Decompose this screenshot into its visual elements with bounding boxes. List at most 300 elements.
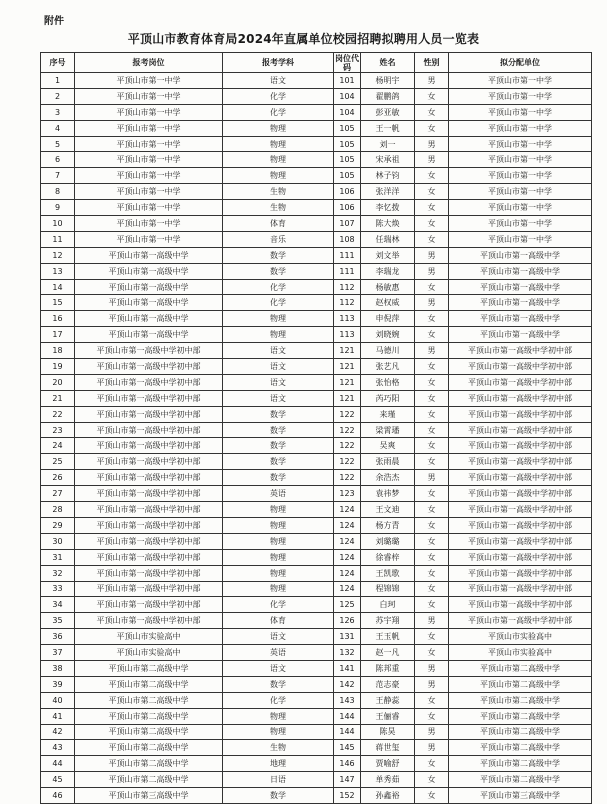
position-cell: 平顶山市第一高级中学初中部: [75, 343, 223, 359]
subject-cell: 地理: [223, 756, 334, 772]
post-code-cell: 143: [334, 692, 361, 708]
name-cell: 赵权威: [361, 295, 415, 311]
row-number-cell: 37: [41, 645, 75, 661]
name-cell: 刘晓婉: [361, 327, 415, 343]
post-code-cell: 124: [334, 517, 361, 533]
table-row: [41, 502, 592, 518]
position-cell: 平顶山市第一高级中学: [75, 247, 223, 263]
position-cell: 平顶山市第一高级中学初中部: [75, 597, 223, 613]
subject-cell: 数学: [223, 406, 334, 422]
row-number-cell: 3: [41, 104, 75, 120]
gender-cell: 男: [415, 660, 449, 676]
assigned-unit-cell: 平顶山市第二高级中学: [449, 740, 592, 756]
name-cell: 李瑞龙: [361, 263, 415, 279]
gender-cell: 男: [415, 613, 449, 629]
assigned-unit-cell: 平顶山市第一中学: [449, 73, 592, 89]
subject-cell: 物理: [223, 549, 334, 565]
subject-cell: 英语: [223, 645, 334, 661]
assigned-unit-cell: 平顶山市第一高级中学: [449, 247, 592, 263]
position-cell: 平顶山市第二高级中学: [75, 676, 223, 692]
subject-cell: 生物: [223, 200, 334, 216]
subject-cell: 化学: [223, 597, 334, 613]
row-number-cell: 5: [41, 136, 75, 152]
post-code-cell: 105: [334, 120, 361, 136]
gender-cell: 女: [415, 104, 449, 120]
assigned-unit-cell: 平顶山市第一高级中学初中部: [449, 533, 592, 549]
post-code-cell: 104: [334, 104, 361, 120]
assigned-unit-cell: 平顶山市第一高级中学初中部: [449, 470, 592, 486]
table-row: [41, 517, 592, 533]
position-cell: 平顶山市第一高级中学初中部: [75, 438, 223, 454]
assigned-unit-cell: 平顶山市第一中学: [449, 216, 592, 232]
position-cell: 平顶山市第一高级中学: [75, 327, 223, 343]
post-code-cell: 112: [334, 295, 361, 311]
assigned-unit-cell: 平顶山市第一高级中学: [449, 279, 592, 295]
post-code-cell: 111: [334, 247, 361, 263]
post-code-cell: 101: [334, 73, 361, 89]
row-number-cell: 13: [41, 263, 75, 279]
gender-cell: 女: [415, 374, 449, 390]
table-row: [41, 708, 592, 724]
row-number-cell: 12: [41, 247, 75, 263]
gender-cell: 女: [415, 772, 449, 788]
row-number-cell: 44: [41, 756, 75, 772]
name-cell: 王凯歌: [361, 565, 415, 581]
table-row: [41, 152, 592, 168]
post-code-cell: 147: [334, 772, 361, 788]
post-code-cell: 144: [334, 708, 361, 724]
row-number-cell: 28: [41, 502, 75, 518]
name-cell: 贾喻舒: [361, 756, 415, 772]
table-row: [41, 343, 592, 359]
table-row: [41, 390, 592, 406]
table-row: [41, 470, 592, 486]
position-cell: 平顶山市第一中学: [75, 88, 223, 104]
name-cell: 马德川: [361, 343, 415, 359]
table-row: [41, 88, 592, 104]
post-code-cell: 124: [334, 565, 361, 581]
position-cell: 平顶山市第一高级中学初中部: [75, 581, 223, 597]
document-title: 平顶山市教育体育局2024年直属单位校园招聘拟聘用人员一览表: [127, 32, 480, 46]
row-number-cell: 41: [41, 708, 75, 724]
name-cell: 蒋世玺: [361, 740, 415, 756]
name-cell: 袁祎梦: [361, 486, 415, 502]
post-code-cell: 126: [334, 613, 361, 629]
post-code-cell: 121: [334, 343, 361, 359]
assigned-unit-cell: 平顶山市第二高级中学: [449, 708, 592, 724]
name-cell: 王静蕊: [361, 692, 415, 708]
position-cell: 平顶山市第一中学: [75, 216, 223, 232]
post-code-cell: 104: [334, 88, 361, 104]
subject-cell: 物理: [223, 120, 334, 136]
subject-cell: 数学: [223, 788, 334, 804]
name-cell: 徐睿梓: [361, 549, 415, 565]
assigned-unit-cell: 平顶山市第一高级中学初中部: [449, 422, 592, 438]
row-number-cell: 43: [41, 740, 75, 756]
gender-cell: 女: [415, 279, 449, 295]
subject-cell: 生物: [223, 184, 334, 200]
column-header: 报考岗位: [75, 53, 223, 73]
post-code-cell: 121: [334, 359, 361, 375]
row-number-cell: 7: [41, 168, 75, 184]
table-row: [41, 216, 592, 232]
subject-cell: 语文: [223, 343, 334, 359]
row-number-cell: 42: [41, 724, 75, 740]
position-cell: 平顶山市第一高级中学初中部: [75, 374, 223, 390]
name-cell: 李忆拨: [361, 200, 415, 216]
assigned-unit-cell: 平顶山市第一高级中学初中部: [449, 390, 592, 406]
assigned-unit-cell: 平顶山市第一高级中学初中部: [449, 565, 592, 581]
position-cell: 平顶山市第一中学: [75, 73, 223, 89]
subject-cell: 语文: [223, 73, 334, 89]
table-row: [41, 406, 592, 422]
post-code-cell: 125: [334, 597, 361, 613]
assigned-unit-cell: 平顶山市第一高级中学初中部: [449, 374, 592, 390]
position-cell: 平顶山市第一高级中学初中部: [75, 517, 223, 533]
table-row: [41, 660, 592, 676]
row-number-cell: 6: [41, 152, 75, 168]
gender-cell: 女: [415, 565, 449, 581]
row-number-cell: 23: [41, 422, 75, 438]
position-cell: 平顶山市第一高级中学初中部: [75, 533, 223, 549]
gender-cell: 男: [415, 740, 449, 756]
subject-cell: 数学: [223, 247, 334, 263]
position-cell: 平顶山市第二高级中学: [75, 724, 223, 740]
position-cell: 平顶山市第一中学: [75, 136, 223, 152]
assigned-unit-cell: 平顶山市第一中学: [449, 104, 592, 120]
subject-cell: 数学: [223, 438, 334, 454]
post-code-cell: 124: [334, 502, 361, 518]
table-row: [41, 740, 592, 756]
gender-cell: 女: [415, 597, 449, 613]
row-number-cell: 35: [41, 613, 75, 629]
subject-cell: 物理: [223, 152, 334, 168]
position-cell: 平顶山市第一中学: [75, 104, 223, 120]
row-number-cell: 45: [41, 772, 75, 788]
assigned-unit-cell: 平顶山市第二高级中学: [449, 724, 592, 740]
post-code-cell: 106: [334, 184, 361, 200]
gender-cell: 男: [415, 676, 449, 692]
gender-cell: 女: [415, 533, 449, 549]
post-code-cell: 108: [334, 231, 361, 247]
assigned-unit-cell: 平顶山市第一中学: [449, 136, 592, 152]
subject-cell: 化学: [223, 279, 334, 295]
position-cell: 平顶山市第一高级中学初中部: [75, 359, 223, 375]
name-cell: 彭亚敏: [361, 104, 415, 120]
name-cell: 刘文举: [361, 247, 415, 263]
row-number-cell: 2: [41, 88, 75, 104]
gender-cell: 女: [415, 406, 449, 422]
assigned-unit-cell: 平顶山市第一高级中学: [449, 327, 592, 343]
name-cell: 白珂: [361, 597, 415, 613]
assigned-unit-cell: 平顶山市第一高级中学初中部: [449, 454, 592, 470]
post-code-cell: 106: [334, 200, 361, 216]
name-cell: 刘一: [361, 136, 415, 152]
table-row: [41, 231, 592, 247]
name-cell: 来瑾: [361, 406, 415, 422]
name-cell: 杨敏惠: [361, 279, 415, 295]
table-row: [41, 486, 592, 502]
table-row: [41, 772, 592, 788]
row-number-cell: 40: [41, 692, 75, 708]
row-number-cell: 32: [41, 565, 75, 581]
post-code-cell: 122: [334, 454, 361, 470]
position-cell: 平顶山市第一高级中学: [75, 279, 223, 295]
table-row: [41, 533, 592, 549]
table-row: [41, 597, 592, 613]
table-row: [41, 438, 592, 454]
post-code-cell: 132: [334, 645, 361, 661]
assigned-unit-cell: 平顶山市第一高级中学初中部: [449, 359, 592, 375]
column-header: 岗位代码: [335, 53, 359, 72]
post-code-cell: 113: [334, 311, 361, 327]
assigned-unit-cell: 平顶山市第一高级中学初中部: [449, 438, 592, 454]
row-number-cell: 1: [41, 73, 75, 89]
position-cell: 平顶山市第一高级中学初中部: [75, 422, 223, 438]
name-cell: 王文迪: [361, 502, 415, 518]
row-number-cell: 20: [41, 374, 75, 390]
assigned-unit-cell: 平顶山市第一中学: [449, 200, 592, 216]
gender-cell: 女: [415, 486, 449, 502]
gender-cell: 男: [415, 724, 449, 740]
assigned-unit-cell: 平顶山市第二高级中学: [449, 676, 592, 692]
gender-cell: 男: [415, 263, 449, 279]
row-number-cell: 25: [41, 454, 75, 470]
gender-cell: 女: [415, 390, 449, 406]
table-row: [41, 374, 592, 390]
name-cell: 张怡格: [361, 374, 415, 390]
table-row: [41, 327, 592, 343]
row-number-cell: 36: [41, 629, 75, 645]
name-cell: 张洋洋: [361, 184, 415, 200]
subject-cell: 语文: [223, 359, 334, 375]
subject-cell: 物理: [223, 327, 334, 343]
name-cell: 芮巧阳: [361, 390, 415, 406]
subject-cell: 物理: [223, 533, 334, 549]
name-cell: 陈大焕: [361, 216, 415, 232]
subject-cell: 数学: [223, 470, 334, 486]
gender-cell: 女: [415, 231, 449, 247]
table-row: [41, 724, 592, 740]
position-cell: 平顶山市第二高级中学: [75, 772, 223, 788]
gender-cell: 男: [415, 247, 449, 263]
row-number-cell: 19: [41, 359, 75, 375]
hire-list-table: [40, 52, 592, 804]
assigned-unit-cell: 平顶山市第一高级中学初中部: [449, 581, 592, 597]
position-cell: 平顶山市第二高级中学: [75, 740, 223, 756]
subject-cell: 英语: [223, 486, 334, 502]
assigned-unit-cell: 平顶山市第一高级中学初中部: [449, 597, 592, 613]
row-number-cell: 8: [41, 184, 75, 200]
gender-cell: 女: [415, 756, 449, 772]
row-number-cell: 10: [41, 216, 75, 232]
table-row: [41, 756, 592, 772]
name-cell: 王玉帆: [361, 629, 415, 645]
name-cell: 王一帆: [361, 120, 415, 136]
gender-cell: 女: [415, 692, 449, 708]
row-number-cell: 11: [41, 231, 75, 247]
row-number-cell: 17: [41, 327, 75, 343]
subject-cell: 物理: [223, 517, 334, 533]
post-code-cell: 144: [334, 724, 361, 740]
post-code-cell: 111: [334, 263, 361, 279]
position-cell: 平顶山市第一中学: [75, 152, 223, 168]
table-row: [41, 184, 592, 200]
name-cell: 王俪睿: [361, 708, 415, 724]
subject-cell: 语文: [223, 374, 334, 390]
assigned-unit-cell: 平顶山市实验高中: [449, 645, 592, 661]
subject-cell: 数学: [223, 263, 334, 279]
name-cell: 刘璐璐: [361, 533, 415, 549]
assigned-unit-cell: 平顶山市第一高级中学初中部: [449, 502, 592, 518]
subject-cell: 物理: [223, 724, 334, 740]
name-cell: 陈昊: [361, 724, 415, 740]
table-row: [41, 613, 592, 629]
gender-cell: 女: [415, 359, 449, 375]
gender-cell: 男: [415, 136, 449, 152]
gender-cell: 女: [415, 88, 449, 104]
gender-cell: 女: [415, 708, 449, 724]
row-number-cell: 26: [41, 470, 75, 486]
subject-cell: 数学: [223, 454, 334, 470]
position-cell: 平顶山市第一高级中学: [75, 295, 223, 311]
assigned-unit-cell: 平顶山市第二高级中学: [449, 660, 592, 676]
subject-cell: 体育: [223, 613, 334, 629]
gender-cell: 女: [415, 120, 449, 136]
position-cell: 平顶山市第一高级中学初中部: [75, 470, 223, 486]
post-code-cell: 121: [334, 374, 361, 390]
name-cell: 程锦锦: [361, 581, 415, 597]
assigned-unit-cell: 平顶山市第一中学: [449, 152, 592, 168]
name-cell: 赵一凡: [361, 645, 415, 661]
name-cell: 吴爽: [361, 438, 415, 454]
subject-cell: 物理: [223, 565, 334, 581]
table-row: [41, 200, 592, 216]
position-cell: 平顶山市第一高级中学: [75, 263, 223, 279]
gender-cell: 女: [415, 581, 449, 597]
post-code-cell: 152: [334, 788, 361, 804]
name-cell: 张雨晨: [361, 454, 415, 470]
assigned-unit-cell: 平顶山市第一中学: [449, 168, 592, 184]
column-header: 报考学科: [223, 53, 334, 73]
row-number-cell: 18: [41, 343, 75, 359]
gender-cell: 女: [415, 438, 449, 454]
gender-cell: 女: [415, 216, 449, 232]
table-row: [41, 692, 592, 708]
assigned-unit-cell: 平顶山市第一中学: [449, 184, 592, 200]
post-code-cell: 105: [334, 136, 361, 152]
position-cell: 平顶山市第一高级中学初中部: [75, 390, 223, 406]
position-cell: 平顶山市第一高级中学初中部: [75, 454, 223, 470]
post-code-cell: 146: [334, 756, 361, 772]
table-row: [41, 645, 592, 661]
row-number-cell: 30: [41, 533, 75, 549]
gender-cell: 女: [415, 502, 449, 518]
table-row: [41, 581, 592, 597]
table-row: [41, 565, 592, 581]
position-cell: 平顶山市第一中学: [75, 200, 223, 216]
assigned-unit-cell: 平顶山市第一高级中学初中部: [449, 613, 592, 629]
table-row: [41, 676, 592, 692]
table-row: [41, 295, 592, 311]
subject-cell: 物理: [223, 502, 334, 518]
attachment-label: 附件: [44, 16, 64, 27]
gender-cell: 女: [415, 184, 449, 200]
gender-cell: 女: [415, 629, 449, 645]
subject-cell: 物理: [223, 708, 334, 724]
gender-cell: 男: [415, 470, 449, 486]
row-number-cell: 38: [41, 660, 75, 676]
post-code-cell: 123: [334, 486, 361, 502]
name-cell: 宋承祖: [361, 152, 415, 168]
name-cell: 孙鑫裕: [361, 788, 415, 804]
gender-cell: 女: [415, 200, 449, 216]
assigned-unit-cell: 平顶山市实验高中: [449, 629, 592, 645]
row-number-cell: 46: [41, 788, 75, 804]
column-header: 序号: [41, 53, 75, 73]
gender-cell: 男: [415, 295, 449, 311]
subject-cell: 体育: [223, 216, 334, 232]
position-cell: 平顶山市第一中学: [75, 120, 223, 136]
position-cell: 平顶山市实验高中: [75, 629, 223, 645]
assigned-unit-cell: 平顶山市第一中学: [449, 231, 592, 247]
post-code-cell: 112: [334, 279, 361, 295]
post-code-cell: 142: [334, 676, 361, 692]
position-cell: 平顶山市第一中学: [75, 231, 223, 247]
table-row: [41, 454, 592, 470]
name-cell: 范志豪: [361, 676, 415, 692]
row-number-cell: 16: [41, 311, 75, 327]
column-header: 姓名: [361, 53, 415, 73]
table-row: [41, 136, 592, 152]
column-header: 拟分配单位: [449, 53, 592, 73]
subject-cell: 音乐: [223, 231, 334, 247]
position-cell: 平顶山市第二高级中学: [75, 756, 223, 772]
row-number-cell: 33: [41, 581, 75, 597]
row-number-cell: 22: [41, 406, 75, 422]
subject-cell: 化学: [223, 692, 334, 708]
gender-cell: 男: [415, 73, 449, 89]
name-cell: 申倪萍: [361, 311, 415, 327]
subject-cell: 数学: [223, 676, 334, 692]
gender-cell: 女: [415, 549, 449, 565]
post-code-cell: 122: [334, 422, 361, 438]
position-cell: 平顶山市第一高级中学初中部: [75, 406, 223, 422]
assigned-unit-cell: 平顶山市第一高级中学初中部: [449, 517, 592, 533]
table-row: [41, 311, 592, 327]
position-cell: 平顶山市第一中学: [75, 168, 223, 184]
post-code-cell: 105: [334, 168, 361, 184]
position-cell: 平顶山市第一高级中学初中部: [75, 613, 223, 629]
table-row: [41, 788, 592, 804]
assigned-unit-cell: 平顶山市第一高级中学: [449, 311, 592, 327]
subject-cell: 语文: [223, 629, 334, 645]
assigned-unit-cell: 平顶山市第一高级中学初中部: [449, 549, 592, 565]
table-row: [41, 104, 592, 120]
table-row: [41, 359, 592, 375]
name-cell: 杨明宇: [361, 73, 415, 89]
table-row: [41, 73, 592, 89]
assigned-unit-cell: 平顶山市第二高级中学: [449, 692, 592, 708]
position-cell: 平顶山市第三高级中学: [75, 788, 223, 804]
post-code-cell: 145: [334, 740, 361, 756]
table-row: [41, 422, 592, 438]
name-cell: 苏宇翔: [361, 613, 415, 629]
gender-cell: 女: [415, 788, 449, 804]
position-cell: 平顶山市第二高级中学: [75, 660, 223, 676]
position-cell: 平顶山市第二高级中学: [75, 692, 223, 708]
subject-cell: 物理: [223, 136, 334, 152]
